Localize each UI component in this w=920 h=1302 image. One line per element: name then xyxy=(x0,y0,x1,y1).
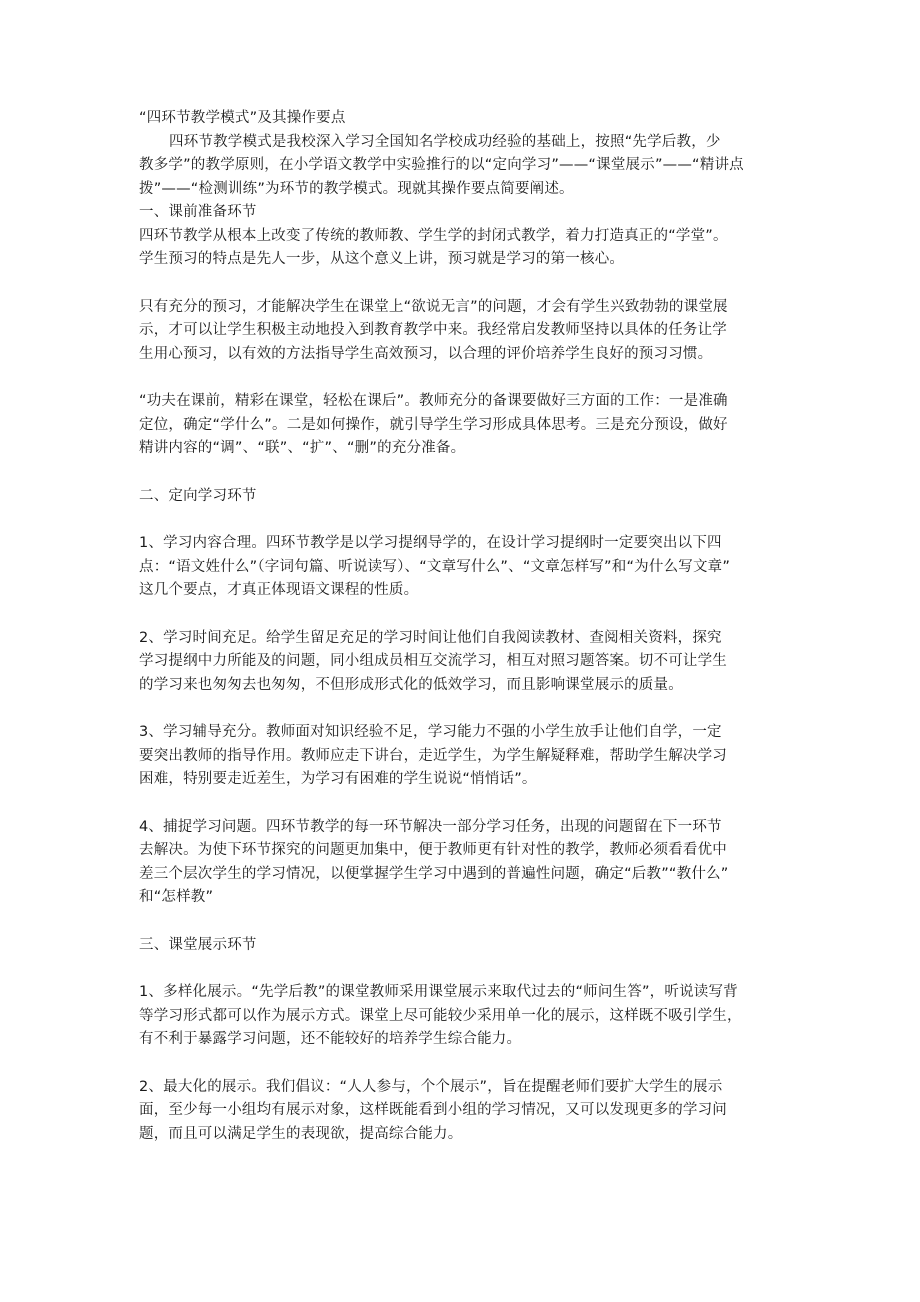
paragraph-gap xyxy=(139,957,784,981)
paragraph-gap xyxy=(139,792,784,816)
paragraph-line: 等学习形式都可以作为展示方式。课堂上尽可能较少采用单一化的展示，这样既不吸引学生， xyxy=(139,1007,742,1024)
paragraph-line: 的学习来也匆匆去也匆匆，不但形成形式化的低效学习，而且影响课堂展示的质量。 xyxy=(139,676,683,693)
paragraph-line: 面，至少每一小组均有展示对象，这样既能看到小组的学习情况，又可以发现更多的学习问 xyxy=(139,1102,727,1118)
paragraph-line: 差三个层次学生的学习情况，以便掌握学生学习中遇到的普遍性问题，确定“后教”“教什么” xyxy=(139,865,729,882)
paragraph-line: 3、学习辅导充分。教师面对知识经验不足，学习能力不强的小学生放手让他们自学，一定 xyxy=(139,724,722,740)
document-title: “四环节教学模式”及其操作要点 xyxy=(139,110,346,126)
paragraph-line: 要突出教师的指导作用。教师应走下讲台，走近学生，为学生解疑释难，帮助学生解决学习 xyxy=(139,747,727,764)
paragraph-gap xyxy=(139,910,784,934)
paragraph-line: “功夫在课前，精彩在课堂，轻松在课后”。教师充分的备课要做好三方面的工作：一是准确 xyxy=(139,393,728,409)
paragraph-line: 点：“语文姓什么”（字词句篇、听说读写）、“文章写什么”、“文章怎样写”和“为什么写文章” xyxy=(139,558,731,575)
paragraph-line: 这几个要点，才真正体现语文课程的性质。 xyxy=(139,582,419,598)
paragraph-line: 去解决。为使下环节探究的问题更加集中，便于教师更有针对性的教学，教师必须看看优中 xyxy=(139,842,727,858)
paragraph-gap xyxy=(139,508,784,532)
paragraph-line: 有不利于暴露学习问题，还不能较好的培养学生综合能力。 xyxy=(139,1031,522,1047)
paragraph-line: 四环节教学从根本上改变了传统的教师教、学生学的封闭式教学，着力打造真正的“学堂”。 xyxy=(139,227,728,244)
paragraph-line: 学习提纲中力所能及的问题，同小组成员相互交流学习，相互对照习题答案。切不可让学生 xyxy=(139,653,727,669)
paragraph-gap xyxy=(139,1052,784,1076)
paragraph-line: 题，而且可以满足学生的表现欲，提高综合能力。 xyxy=(139,1125,463,1142)
paragraph-line: 困难，特别要走近差生，为学习有困难的学生说说“悄悄话”。 xyxy=(139,771,537,787)
paragraph-line: 学生预习的特点是先人一步，从这个意义上讲，预习就是学习的第一核心。 xyxy=(139,251,625,267)
paragraph-line: 精讲内容的“调”、“联”、“扩”、“删”的充分准备。 xyxy=(139,440,466,456)
paragraph-gap xyxy=(139,603,784,627)
paragraph-gap xyxy=(139,697,784,721)
paragraph-line: 和“怎样教” xyxy=(139,889,214,905)
section-heading-1: 一、课前准备环节 xyxy=(139,204,257,220)
paragraph-line: 2、最大化的展示。我们倡议：“人人参与，个个展示”，旨在提醒老师们要扩大学生的展示 xyxy=(139,1078,723,1095)
paragraph-line: 生用心预习，以有效的方法指导学生高效预习，以合理的评价培养学生良好的预习习惯。 xyxy=(139,345,713,362)
paragraph-gap xyxy=(139,461,784,485)
document-page xyxy=(139,107,784,1146)
section-heading-2: 二、定向学习环节 xyxy=(139,487,257,504)
intro-line: 教多学”的教学原则，在小学语文教学中实验推行的以“定向学习”——“课堂展示”——“精讲点 xyxy=(139,157,744,173)
section-heading-3: 三、课堂展示环节 xyxy=(139,936,257,953)
intro-line: 四环节教学模式是我校深入学习全国知名学校成功经验的基础上，按照“先学后教，少 xyxy=(169,133,721,150)
paragraph-line: 1、多样化展示。“先学后教”的课堂教师采用课堂展示来取代过去的“师问生答”，听说读写背 xyxy=(139,984,738,1000)
paragraph-gap xyxy=(139,366,784,390)
paragraph-line: 2、学习时间充足。给学生留足充足的学习时间让他们自我阅读教材、查阅相关资料，探究 xyxy=(139,629,722,646)
paragraph-line: 定位，确定“学什么”。二是如何操作，就引导学生学习形成具体思考。三是充分预设，做好 xyxy=(139,416,728,433)
paragraph-line: 示，才可以让学生积极主动地投入到教育教学中来。我经常启发教师坚持以具体的任务让学 xyxy=(139,322,727,338)
paragraph-gap xyxy=(139,272,784,296)
paragraph-line: 4、捕捉学习问题。四环节教学的每一环节解决一部分学习任务，出现的问题留在下一环节 xyxy=(139,818,722,835)
intro-line: 拨”——“检测训练”为环节的教学模式。现就其操作要点简要阐述。 xyxy=(139,180,574,197)
paragraph-line: 只有充分的预习，才能解决学生在课堂上“欲说无言”的问题，才会有学生兴致勃勃的课堂展 xyxy=(139,298,728,315)
paragraph-line: 1、学习内容合理。四环节教学是以学习提纲导学的，在设计学习提纲时一定要突出以下四 xyxy=(139,535,722,551)
